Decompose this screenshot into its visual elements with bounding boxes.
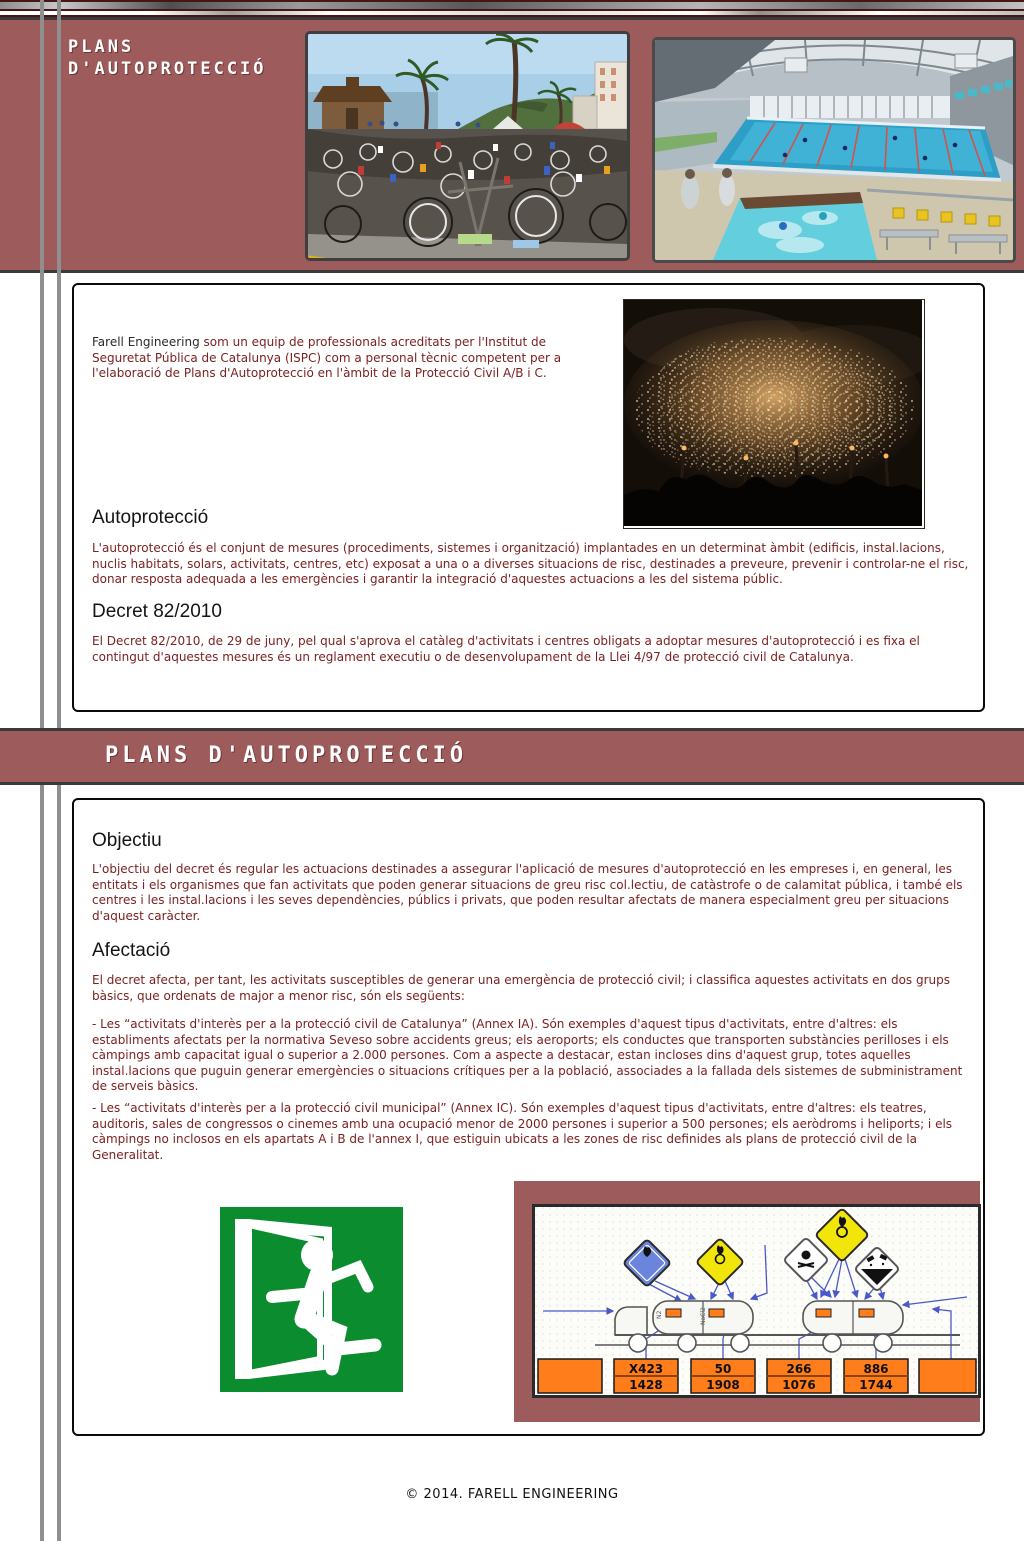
triathlon-bikes-illustration bbox=[308, 34, 627, 258]
plate-3-bottom: 1076 bbox=[782, 1378, 816, 1392]
section-title-band bbox=[0, 728, 1024, 785]
content-box-plans bbox=[72, 798, 985, 1436]
logo-line-1: PLANS bbox=[68, 37, 135, 57]
paragraph-objectiu: L'objectiu del decret és regular les actuacions destinades a assegurar l'aplicació de mesures d'autoprotecció en les empreses i, en general, les entitats i els organismes que fan activitats que poden generar situacions de greu risc col.lectiu, de catàstrofe o de calamitat pública, i també els centres i les instal.lacions i les seves dependències, públics i privats, que poden resultar afectats de manera especialment greu per situacions d'aquest caràcter. bbox=[92, 862, 963, 923]
plate-4-bottom: 1744 bbox=[859, 1378, 893, 1392]
paragraph-autoproteccio: L'autoprotecció és el conjunt de mesures (procediments, sistemes i organització) implantades en un determinat àmbit (edificis, instal.lacions, nuclis habitats, solars, activitats, centres, etc) exposat a una o a diverses situacions de risc, destinades a preveure, prevenir i controlar-ne el risc, donar resposta adequada a les emergències i garantir la integració d'aquestes actuacions a les del sistema públic. bbox=[92, 541, 969, 586]
photo-indoor-pool bbox=[652, 37, 1016, 263]
heading-objectiu: Objectiu bbox=[92, 830, 162, 851]
indoor-pool-illustration bbox=[655, 40, 1013, 260]
heading-afectacio: Afectació bbox=[92, 940, 171, 961]
photo-triathlon-bikes bbox=[305, 31, 630, 261]
emergency-exit-sign bbox=[220, 1207, 403, 1392]
intro-lead: Farell Engineering bbox=[92, 335, 200, 349]
plate-2-bottom: 1908 bbox=[706, 1378, 740, 1392]
tank-label-n2: N2 bbox=[656, 1310, 663, 1319]
plate-1-top: X423 bbox=[628, 1362, 664, 1376]
fireworks-illustration bbox=[624, 300, 922, 526]
exit-running-man-icon bbox=[220, 1207, 403, 1392]
footer-copyright: © 2014. FARELL ENGINEERING bbox=[405, 1487, 619, 1502]
paragraph-annex-ic: - Les “activitats d'interès per a la protecció civil municipal” (Annex IC). Són exemples d'aquest tipus d'activitats, entre d'altres: els teatres, auditoris, sales de congressos o cinemes amb una ocupació menor de 2000 persones i superior a 500 persones; els aeròdroms i heliports; i els càmpings no inclosos en els apartats A i B de l'annex I, que estiguin ubicats a les zones de risc definides als plans de protecció civil de la Generalitat. bbox=[92, 1101, 953, 1162]
tank-label-nacl2: NaCl2 bbox=[700, 1307, 707, 1325]
plate-3-top: 266 bbox=[786, 1362, 812, 1376]
adr-placards-truck-diagram bbox=[535, 1207, 978, 1395]
top-stripe-2 bbox=[0, 2, 1024, 9]
paragraph-afectacio: El decret afecta, per tant, les activitats susceptibles de generar una emergència de protecció civil; i classifica aquestes activitats en dos grups bàsics, que ordenats de major a menor risc, són els següents: bbox=[92, 973, 951, 1003]
heading-decret: Decret 82/2010 bbox=[92, 601, 222, 622]
hazard-diagram-panel bbox=[532, 1204, 981, 1398]
photo-correfoc-fireworks bbox=[623, 299, 925, 529]
paragraph-decret: El Decret 82/2010, de 29 de juny, pel qual s'aprova el catàleg d'activitats i centres obligats a adoptar mesures d'autoprotecció i es fixa el contingut d'aquestes mesures és un reglament executiu o de desenvolupament de la Llei 4/97 de protecció civil de Catalunya. bbox=[92, 634, 920, 664]
plate-1-bottom: 1428 bbox=[629, 1378, 663, 1392]
content-box-intro bbox=[72, 283, 985, 712]
section-title: PLANS D'AUTOPROTECCIÓ bbox=[105, 743, 468, 768]
plate-2-top: 50 bbox=[714, 1362, 732, 1376]
plate-4-top: 886 bbox=[863, 1362, 889, 1376]
paragraph-annex-ia: - Les “activitats d'interès per a la protecció civil de Catalunya” (Annex IA). Són exemples d'aquest tipus d'activitats, entre d'altres: els establiments afectats per la normativa Seveso sobre accidents greus; els aeroports; els conductes que transporten substàncies perilloses i els càmpings amb capacitat igual o superior a 2.000 persones. Com a aspecte a destacar, estan incloses dins d'aquest grup, totes aquelles instal.lacions que puguin generar emergències o situacions crítiques per a la població, associades a la fallada dels sistemes de subministrament de serveis bàsics. bbox=[92, 1017, 963, 1093]
intro-paragraph bbox=[92, 335, 576, 382]
site-logo bbox=[68, 36, 267, 80]
heading-autoproteccio: Autoprotecció bbox=[92, 507, 209, 528]
intro-rest: som un equip de professionals acreditats per l'Institut de Seguretat Pública de Catalunya (ISPC) com a personal tècnic competent per a l'elaboració de Plans d'Autoprotecció en l'àmbit de la Protecció Civil A/B i C. bbox=[92, 335, 562, 380]
hazard-transport-diagram bbox=[514, 1181, 980, 1422]
logo-line-2: D'AUTOPROTECCIÓ bbox=[68, 59, 267, 79]
